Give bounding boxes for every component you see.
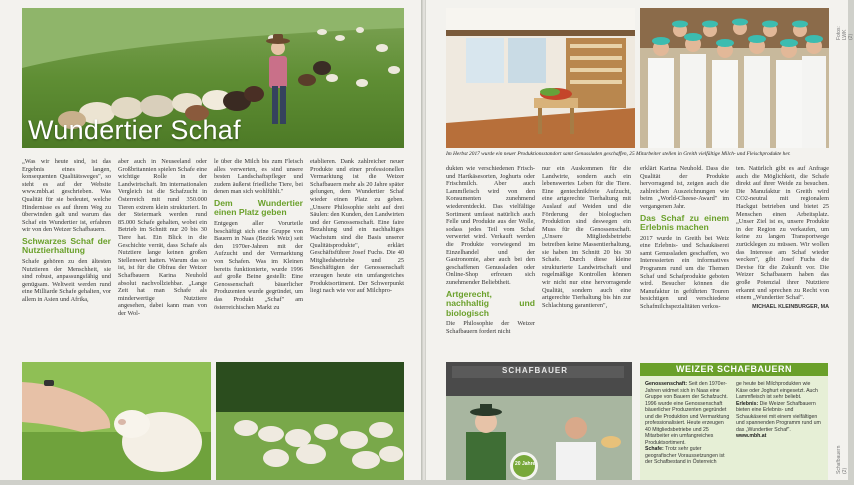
label-genossenschaft: Genossenschaft: bbox=[645, 381, 688, 387]
text-milchprodukte: ge heute bei Milchprodukten wie Käse oder Joghurt eingesetzt. Auch Lammfleisch ist sehr beliebt. bbox=[736, 381, 818, 400]
subheading-schwarzes-schaf: Schwarzes Schaf der Nutztierhaltung bbox=[22, 235, 111, 256]
subheading-artgerecht: Artgerecht, nachhaltig und biologisch bbox=[446, 288, 535, 318]
shop-sign-text: SCHAFBAUER bbox=[502, 366, 568, 375]
infobox-right-column bbox=[736, 381, 822, 440]
right-page bbox=[426, 0, 854, 480]
body-paragraph: ten. Natürlich gibt es auf Anfrage auch die Möglichkeit, die Schafe direkt auf ihrer Weide zu besuchen. Die Manufaktur in Greith wird CO2-neutral mit regionalem Hackgut betrieben und bietet 25 Menschen einen Arbeitsplatz. „Unser Ziel ist es, unsere Produkte in der Region zu verkaufen, um keine zu langen Transportwege zurücklegen zu müssen. Wir wollen das Interesse am Schaf wieder wecken", gibt Josef Fuchs die Devise für die Zukunft vor. Die Weizer Schafbauern haben das große Potenzial ihrer Nutztiere erkannt und sprechen zu Recht von einem „Wundertier Schaf". bbox=[736, 165, 829, 302]
photo-sheep-herd-forest bbox=[216, 362, 404, 480]
body-paragraph: nur ein Auskommen für die Landwirte, sondern auch ein lebenswertes Leben für die Tiere. Eine gentechnikfreie Aufzucht, eine artgerechte Tierhaltung mit Auslauf auf Weiden und die Förderung der biologischen Produktion sind deswegen ein Muss für die Genossenschaft. „Unsere Mitgliedsbetriebe betreiben keine Massentierhaltung, sie haben im Schnitt 20 bis 30 Schafe. Durch diese kleine strukturierte Landwirtschaft und regelmäßige Kontrollen können wir nicht nur eine hervorragende Qualität, sondern auch eine artgerechte Tierhaltung bis hin zur Schlachtung garantieren", bbox=[542, 165, 631, 309]
text-column-3 bbox=[214, 158, 303, 356]
intro-paragraph: „Was wir heute sind, ist das Ergebnis eines langen, konsequenten Qualitätsweges", so steht es auf der Website www.mbh.at geschrieben. Was Qualität für sie bedeutet, welche Hindernisse es auf ihrem Weg zu überwinden galt und warum das Schaf ein Wundertier ist, erfahren wir von den Weizer Schafbauern. bbox=[22, 158, 111, 234]
body-paragraph: 2017 wurde in Greith bei Weiz eine Erlebnis- und Schaukäserei samt Genussladen geschaffen, wo Interessierten ein informatives Programm rund um die Themen Schaf und Schafprodukte geboten wird. Besucher können die Manufaktur in geführten Touren besichtigen und verschiedene Schafmilchspezialitäten verkos- bbox=[640, 234, 729, 310]
body-paragraph: aber auch in Neuseeland oder Großbritannien spielen Schafe eine wichtige Rolle in der Landwirtschaft. Im internationalen Vergleich ist die Schafzucht in Österreich mit rund 350.000 Tieren extrem klein strukturiert. In der Steiermark werden rund 85.000 Schafe gehalten, wobei ein Betrieb im Schnitt nur 20 bis 30 Tiere hat. Ein Blick in die Geschichte verrät, dass Schafe als Nutztiere lange keinen großen Stellenwert hatten. Warum das so ist, ist für die Obfrau der Weizer Schafbauern Karina Neuhold absolut nachvollziehbar. „Lange Zeit hat man Schafe als minderwertige Nutztiere angesehen, dabei kann man von der Wol- bbox=[118, 158, 207, 317]
infobox-left-column bbox=[645, 381, 730, 466]
text-erlebnis: Die Weizer Schafbauern bieten eine Erlebnis- und Schaukäserei mit einem vielfältigen und spannenden Programm rund um das „Wundertier Schaf". bbox=[736, 400, 821, 433]
photo-shop-front-people bbox=[446, 362, 632, 480]
text-column-2 bbox=[118, 158, 207, 356]
text-column-6 bbox=[542, 165, 631, 356]
photo-credit-bottom: Schafbauern (2) bbox=[836, 445, 848, 474]
body-paragraph: etablieren. Dank zahlreicher neuer Produkte und einer professionellen Vermarktung ist die Weizer Schafbauern mehr als 20 Jahre später gelungen, dem Wundertier Schaf wieder einen Platz zu geben. „Unsere Philosophie steht auf drei Säulen: den Kunden, den Landwirten und der Genossenschaft. Eine faire Bezahlung und ein nachhaltiges Wachstum sind die Basis unserer Qualitätsprodukte", erklärt Geschäftsführer Josef Fuchs. Die 40 Mitgliedsbetriebe und 25 Beschäftigten der Genossenschaft erzeugen heute ein umfangreiches Produktsortiment. Der Schwerpunkt liegt nach wie vor auf Milchpro- bbox=[310, 158, 404, 295]
text-genossenschaft: Seit den 1970er-Jahren widmet sich in Naas eine Gruppe von Bauern der Schafzucht. 1996 wurde eine Genossenschaft bäuerlicher Produzenten gegründet und die Produktion und Vermarktung professionalisiert. Heute erzeugen 40 Mitgliedsbetriebe und 25 Mitarbeiter ein umfangreiches Produktsortiment. bbox=[645, 381, 730, 446]
website-link[interactable]: www.mbh.at bbox=[736, 433, 767, 439]
body-paragraph: dukten wie verschiedenen Frisch- und Hartkäsesorten, Joghurts oder Frischmilch. Aber auch Lammfleisch wird von den Konsumenten zunehmend wiederentdeckt. Das vielfältige Sortiment umfasst natürlich auch Felle und Produkte aus der Wolle, sodass jedes Teil vom Schaf verwertet wird. Verkauft werden die Produkte vorwiegend im Einzelhandel und der Gastronomie, aber auch bei den geschaffenen Genussladen oder Online-Shop erfreuen sich zunehmender Beliebtheit. bbox=[446, 165, 535, 286]
label-erlebnis: Erlebnis: bbox=[736, 400, 759, 407]
left-page bbox=[0, 0, 422, 480]
body-paragraph: le über die Milch bis zum Fleisch alles verwerten, es sind unsere besten Landschaftspfleger und zudem äußerst friedliche Tiere, bei denen man sich wohlfühlt." bbox=[214, 158, 303, 196]
article-title: Wundertier Schaf bbox=[28, 115, 241, 145]
body-paragraph: Die Philosophie der Weizer Schafbauern fordert nicht bbox=[446, 320, 535, 335]
photo-staff-group bbox=[640, 8, 829, 148]
text-column-7 bbox=[640, 165, 729, 356]
text-column-8 bbox=[736, 165, 829, 356]
text-column-5 bbox=[446, 165, 535, 356]
anniversary-badge-text: 20 Jahre bbox=[515, 461, 536, 467]
text-schafe: Trotz sehr guter geografischer Voraussetzungen ist der Schafbestand in Österreich bbox=[645, 446, 725, 465]
infobox-title: WEIZER SCHAFBAUERN bbox=[640, 363, 828, 376]
photo-lamb-hand bbox=[22, 362, 211, 480]
subheading-erlebnis: Das Schaf zu einem Erlebnis machen bbox=[640, 212, 729, 233]
author-byline: MICHAEL KLEINBURGER, MA bbox=[752, 303, 829, 310]
photo-credit-top: Fotos: LWK (2) bbox=[836, 26, 854, 40]
photo-shop-interior bbox=[446, 8, 635, 148]
photo-caption: Im Herbst 2017 wurde ein neuer Produktionsstandort samt Genussladen geschaffen, 25 Mitarbeiter stellen in Greith vielfältige Milch- und Fleischprodukte her. bbox=[446, 151, 791, 157]
subheading-dem-wundertier: Dem Wundertier einen Platz geben bbox=[214, 197, 303, 218]
body-paragraph: Entgegen aller Vorurteile beschäftigt sich eine Gruppe von Bauern in Naas (Bezirk Weiz) seit den 1970er-Jahren mit der Aufzucht und der Vermarktung von Schafen. Was im Kleinen bereits funktionierte, wurde 1996 auf große Beine gestellt: Eine Genossenschaft bäuerlicher Produzenten wurde gegründet, um das Produkt „Schaf" am österreichischen Markt zu bbox=[214, 219, 303, 311]
body-paragraph: erklärt Karina Neuhold. Dass die Qualität der Produkte hervorragend ist, zeigen auch die zahlreichen Auszeichnungen wie beim „World-Cheese-Award" im vergangenen Jahr. bbox=[640, 165, 729, 210]
infobox-weizer-schafbauern bbox=[640, 363, 828, 480]
text-column-4 bbox=[310, 158, 404, 356]
body-paragraph: Schafe gehören zu den ältesten Nutztieren der Menschheit, sie sind robust, anpassungsfähig und genügsam. Weltweit werden rund eine Milliarde Schafe gehalten, vor allem in Asien und Afrika, bbox=[22, 257, 111, 303]
text-column-1 bbox=[22, 158, 111, 356]
label-schafe: Schafe: bbox=[645, 446, 664, 452]
